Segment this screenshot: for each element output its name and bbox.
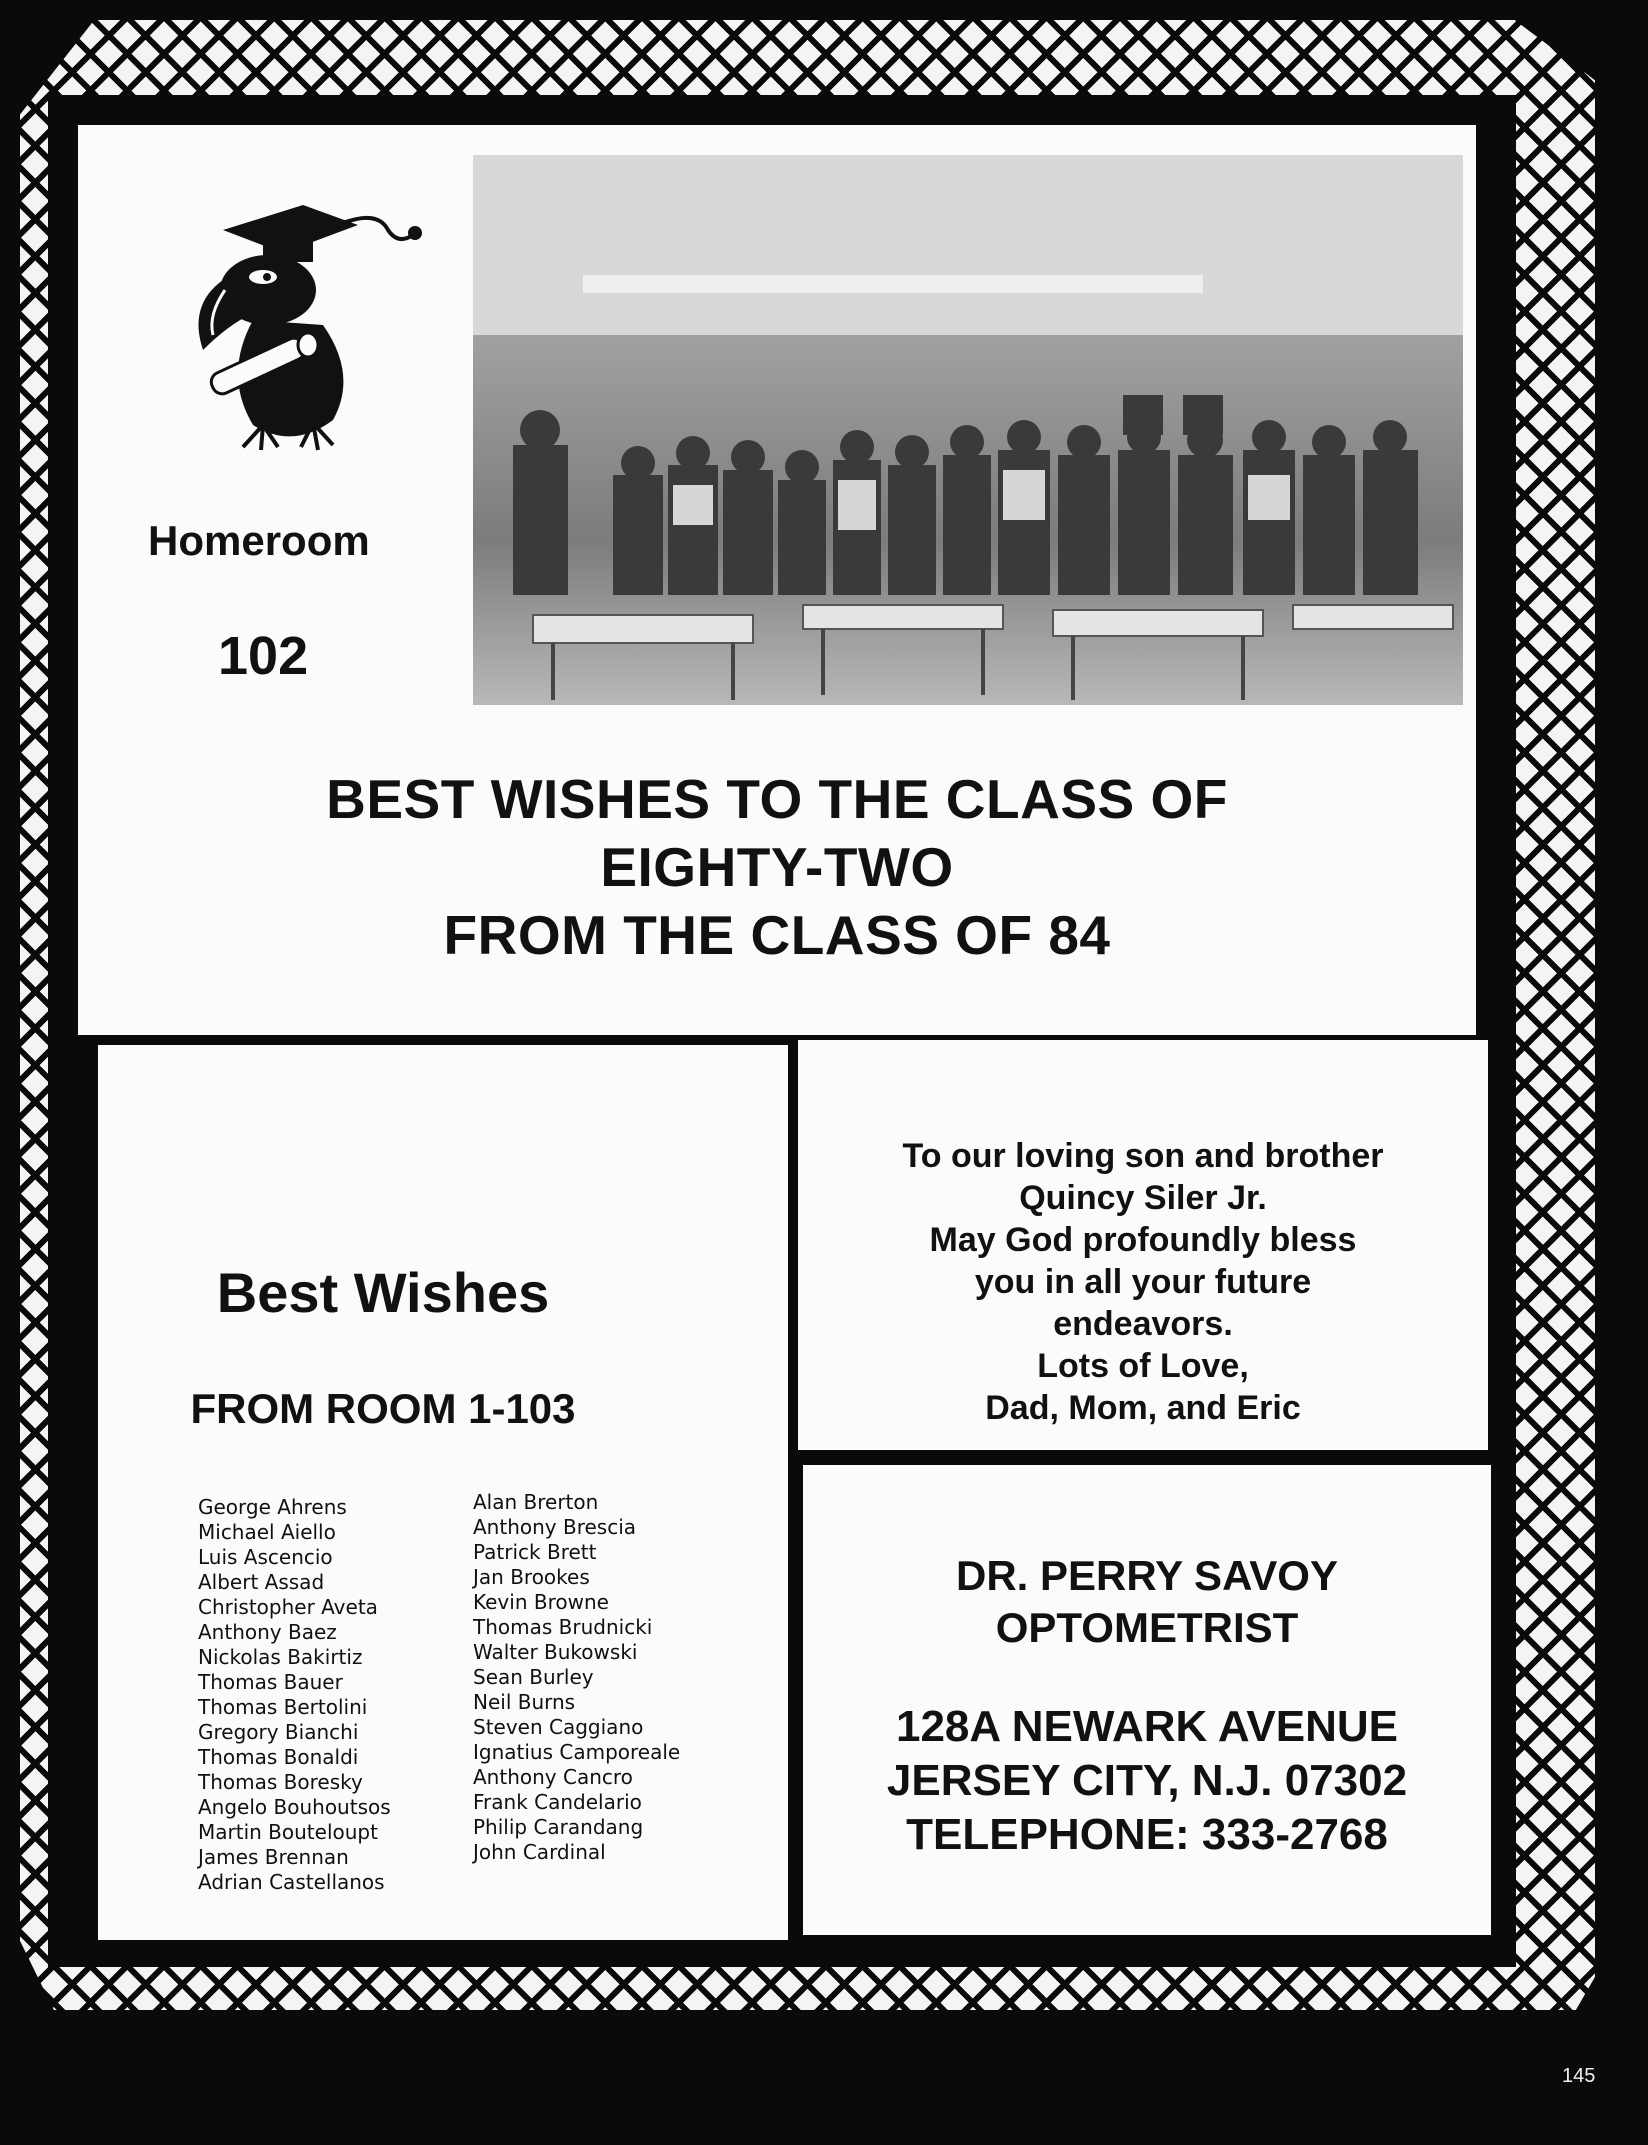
student-name: James Brennan [198,1845,349,1869]
homeroom-panel [78,125,1476,1035]
dedication-line: Lots of Love, [1037,1347,1249,1385]
class-greeting-headline [78,765,1476,969]
dedication-line: Quincy Siler Jr. [1019,1179,1267,1217]
dedication-line: you in all your future [974,1263,1312,1301]
student-name: Christopher Aveta [198,1595,378,1619]
bottom-band [0,2010,1648,2145]
student-name: Anthony Baez [198,1620,337,1644]
inner-frame [48,95,1516,1967]
student-name: Thomas Brudnicki [473,1615,653,1639]
dedication-line: endeavors. [1053,1305,1233,1343]
ad-address-line: JERSEY CITY, N.J. 07302 [886,1756,1408,1805]
names-column-2 [473,1490,680,1865]
ad-business-name [803,1550,1491,1654]
ad-address-line: TELEPHONE: 333-2768 [906,1810,1388,1859]
class-group-photo [473,155,1463,705]
student-name: Jan Brookes [473,1565,590,1589]
dedication-message [798,1135,1488,1429]
dedication-line: May God profoundly bless [929,1221,1357,1259]
student-name: Patrick Brett [473,1540,597,1564]
student-name: Anthony Cancro [473,1765,633,1789]
student-name: Sean Burley [473,1665,594,1689]
students-silhouettes [503,395,1463,605]
headline-line: BEST WISHES TO THE CLASS OF [326,768,1228,830]
room-subtitle: FROM ROOM 1-103 [190,1385,576,1432]
student-name: Thomas Bertolini [198,1695,368,1719]
classroom-desks [473,575,1463,705]
student-name: Philip Carandang [473,1815,644,1839]
student-name: Thomas Bonaldi [198,1745,359,1769]
student-name: John Cardinal [473,1840,606,1864]
ad-address-line: 128A NEWARK AVENUE [895,1702,1399,1751]
headline-line: EIGHTY-TWO [600,836,954,898]
student-name: Walter Bukowski [473,1640,638,1664]
student-name: Martin Bouteloupt [198,1820,378,1844]
dedication-line: To our loving son and brother [902,1137,1384,1175]
page-number: 145 [1562,2065,1596,2087]
dedication-line: Dad, Mom, and Eric [985,1389,1301,1427]
room-1103-panel [98,1045,788,1940]
ad-address [803,1700,1491,1862]
student-name: Ignatius Camporeale [473,1740,681,1764]
student-name: Albert Assad [198,1570,325,1594]
student-name: Angelo Bouhoutsos [198,1795,391,1819]
student-name: Luis Ascencio [198,1545,333,1569]
homeroom-number: 102 [218,626,309,686]
graduate-bird-mascot-icon [183,185,423,455]
student-name: Steven Caggiano [473,1715,644,1739]
student-name: Neil Burns [473,1690,576,1714]
student-name: Frank Candelario [473,1790,642,1814]
student-name: Nickolas Bakirtiz [198,1645,363,1669]
homeroom-label: Homeroom [148,517,370,564]
dedication-panel [798,1040,1488,1450]
student-name: Alan Brerton [473,1490,599,1514]
student-name: George Ahrens [198,1495,347,1519]
ad-name-line: OPTOMETRIST [995,1604,1299,1651]
headline-line: FROM THE CLASS OF 84 [443,904,1111,966]
student-name: Anthony Brescia [473,1515,637,1539]
student-name: Thomas Bauer [198,1670,343,1694]
student-name: Michael Aiello [198,1520,336,1544]
student-name: Gregory Bianchi [198,1720,359,1744]
ad-name-line: DR. PERRY SAVOY [956,1552,1338,1599]
optometrist-ad-panel [803,1465,1491,1935]
student-name: Kevin Browne [473,1590,609,1614]
best-wishes-title: Best Wishes [216,1261,550,1324]
names-column-1 [198,1495,391,1895]
student-name: Adrian Castellanos [198,1870,385,1894]
student-name: Thomas Boresky [198,1770,363,1794]
